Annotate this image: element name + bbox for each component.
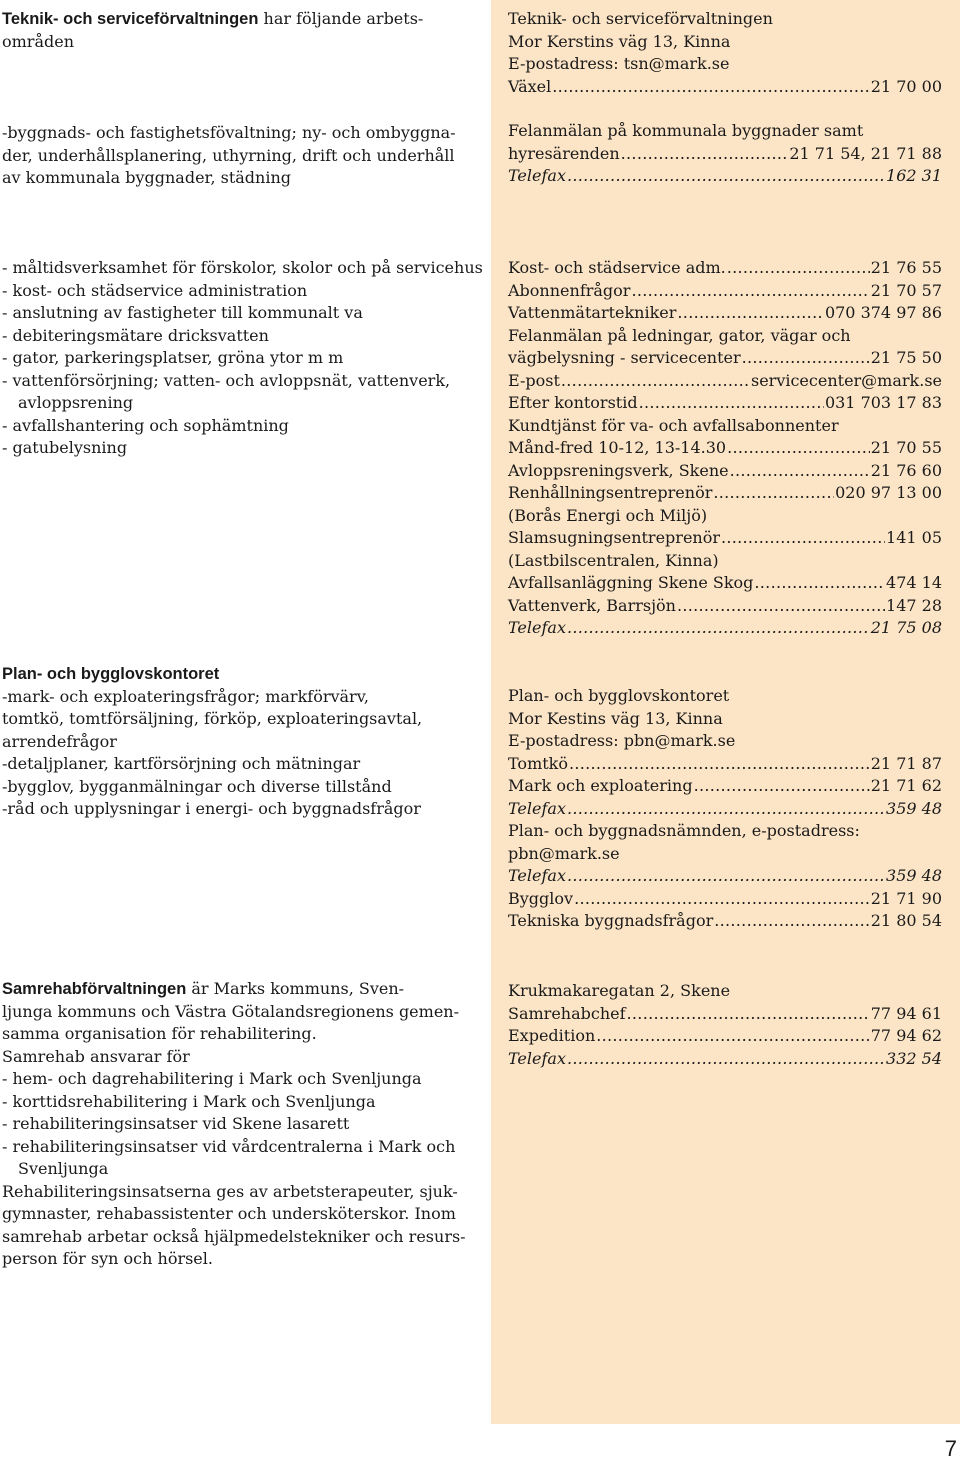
samrehab-line: - rehabiliteringsinsatser vid vårdcentralerna i Mark och: [2, 1136, 456, 1156]
teknik-area-line: -byggnads- och fastighetsfövaltning; ny- och ombyggna-: [2, 123, 456, 142]
samrehab-line: samma organisation för rehabilitering.: [2, 1024, 317, 1043]
service-item: - vattenförsörjning; vatten- och avloppsnät, vattenverk,: [2, 370, 451, 390]
teknik-heading: Teknik- och serviceförvaltningen: [2, 10, 259, 28]
service-contacts: [508, 257, 942, 640]
samrehab-heading: Samrehabförvaltningen: [2, 980, 187, 998]
row-value: 332 54: [886, 1048, 942, 1068]
plan-contact: [508, 685, 942, 933]
row-label: Telefax: [508, 798, 566, 818]
row-label: Telefax: [508, 1048, 566, 1068]
plan-item: arrendefrågor: [2, 731, 117, 751]
telefax-row: [508, 165, 942, 188]
teknik-contact: [508, 8, 942, 188]
row-label: Avloppsreningsverk, Skene: [508, 460, 729, 480]
row-label: Växel: [508, 76, 552, 96]
contact-line: Krukmakaregatan 2, Skene: [508, 981, 731, 1000]
plan-item: -mark- och exploateringsfrågor; markförvärv,: [2, 686, 369, 706]
contact-row: [508, 572, 942, 595]
service-item: - kost- och städservice administration: [2, 280, 308, 300]
samrehab-line: gymnaster, rehabassistenter och undersköterskor. Inom: [2, 1204, 456, 1223]
row-value: 21 71 90: [870, 888, 942, 908]
contact-row: [508, 257, 942, 280]
row-value: 474 14: [886, 573, 942, 592]
row-label: Tomtkö: [508, 753, 568, 773]
contact-line: Plan- och byggnadsnämnden, e-postadress:: [508, 821, 860, 840]
samrehab-section: [2, 978, 472, 1271]
page-number: 7: [944, 1436, 957, 1461]
service-item: - anslutning av fastigheter till kommunalt va: [2, 303, 363, 322]
samrehab-line: Rehabiliteringsinsatserna ges av arbetsterapeuter, sjuk-: [2, 1181, 458, 1201]
service-list: [2, 257, 483, 460]
service-item: - måltidsverksamhet för förskolor, skolor och på servicehus: [2, 258, 483, 277]
contact-row: [508, 302, 942, 325]
row-value: 21 75 50: [870, 348, 942, 367]
teknik-heading-line2: områden: [2, 31, 75, 51]
row-value: 77 94 61: [870, 1003, 942, 1023]
contact-row: [508, 392, 942, 415]
contact-line: pbn@mark.se: [508, 843, 620, 863]
row-label: Samrehabchef: [508, 1003, 626, 1023]
hyres-row: [508, 143, 942, 166]
contact-row: [508, 595, 942, 618]
contact-line: Mor Kerstins väg 13, Kinna: [508, 31, 731, 51]
telefax-row: [508, 1048, 942, 1071]
teknik-areas: [2, 122, 472, 190]
teknik-area-line: av kommunala byggnader, städning: [2, 168, 291, 187]
row-value: 147 28: [886, 595, 942, 615]
row-label: Telefax: [508, 866, 566, 885]
contact-line: Kundtjänst för va- och avfallsabonnenter: [508, 415, 839, 435]
service-item: - debiteringsmätare dricksvatten: [2, 325, 269, 345]
samrehab-line: - hem- och dagrehabilitering i Mark och Svenljunga: [2, 1069, 422, 1088]
expedition-row: [508, 1025, 942, 1048]
vaxel-row: [508, 76, 942, 99]
row-value: 21 71 87: [870, 753, 942, 773]
row-label: Tekniska byggnadsfrågor: [508, 911, 714, 930]
row-label: Avfallsanläggning Skene Skog: [508, 573, 754, 592]
contact-line: E-postadress: pbn@mark.se: [508, 731, 736, 750]
contact-row: [508, 370, 942, 393]
contact-row: [508, 437, 942, 460]
tomtko-row: [508, 753, 942, 776]
row-value: servicecenter@mark.se: [750, 370, 942, 390]
row-label: Renhållningsentreprenör: [508, 483, 713, 502]
contact-row: [508, 460, 942, 483]
row-value: 21 71 62: [870, 776, 942, 795]
row-value: 21 71 54, 21 71 88: [789, 143, 942, 163]
samrehab-heading-rest: är Marks kommuns, Sven-: [186, 979, 405, 998]
samrehab-line: - korttidsrehabilitering i Mark och Svenljunga: [2, 1091, 376, 1111]
row-label: Efter kontorstid: [508, 393, 638, 412]
row-value: 359 48: [886, 866, 942, 885]
contact-line: Plan- och bygglovskontoret: [508, 686, 730, 705]
samrehab-contact: [508, 980, 942, 1070]
teknik-area-line: der, underhållsplanering, uthyrning, drift och underhåll: [2, 145, 455, 165]
bygglov-row: [508, 888, 942, 911]
row-value: 359 48: [886, 798, 942, 818]
samrehab-line: - rehabiliteringsinsatser vid Skene lasarett: [2, 1114, 350, 1133]
contact-row: [508, 527, 942, 550]
samrehab-line: ljunga kommuns och Västra Götalandsregionens gemen-: [2, 1001, 459, 1021]
contact-line: Felanmälan på kommunala byggnader samt: [508, 121, 864, 140]
contact-line: (Lastbilscentralen, Kinna): [508, 550, 719, 570]
row-label: Mark och exploatering: [508, 776, 693, 795]
teknik-heading-rest: har följande arbets-: [258, 9, 424, 28]
service-item: - avfallshantering och sophämtning: [2, 415, 289, 435]
samrehab-line: Samrehab ansvarar för: [2, 1046, 190, 1066]
row-label: Abonnenfrågor: [508, 280, 631, 300]
row-label: Expedition: [508, 1026, 596, 1045]
row-label: Vattenmätartekniker: [508, 303, 677, 322]
contact-row: [508, 280, 942, 303]
row-value: 020 97 13 00: [835, 483, 942, 502]
telefax-row: [508, 798, 942, 821]
row-value: 21 70 00: [870, 76, 942, 96]
row-label: Månd-fred 10-12, 13-14.30: [508, 438, 727, 457]
row-value: 21 70 57: [870, 280, 942, 300]
service-item: avloppsrening: [18, 393, 134, 412]
plan-item: -detaljplaner, kartförsörjning och mätningar: [2, 754, 361, 773]
plan-item: tomtkö, tomtförsäljning, förköp, exploateringsavtal,: [2, 709, 423, 728]
row-label: Telefax: [508, 166, 566, 185]
row-value: 21 80 54: [870, 911, 942, 930]
row-value: 21 70 55: [870, 438, 942, 457]
plan-item: -råd och upplysningar i energi- och byggnadsfrågor: [2, 799, 421, 818]
contact-line: E-postadress: tsn@mark.se: [508, 54, 730, 73]
telefax-row: [508, 865, 942, 888]
plan-item: -bygglov, bygganmälningar och diverse tillstånd: [2, 776, 392, 796]
row-label: Telefax: [508, 618, 566, 637]
contact-line: (Borås Energi och Miljö): [508, 505, 708, 525]
teknik-intro: [2, 8, 472, 53]
row-value: 141 05: [886, 528, 942, 547]
contact-row: [508, 617, 942, 640]
contact-row: [508, 482, 942, 505]
row-label: E-post: [508, 370, 560, 390]
row-label: vägbelysning - servicecenter: [508, 348, 741, 367]
row-label: Bygglov: [508, 888, 574, 908]
plan-heading: Plan- och bygglovskontoret: [2, 665, 220, 683]
samrehab-line: samrehab arbetar också hjälpmedelstekniker och resurs-: [2, 1226, 466, 1246]
row-label: hyresärenden: [508, 143, 620, 163]
row-value: 21 76 60: [870, 460, 942, 480]
contact-line: Teknik- och serviceförvaltningen: [508, 9, 773, 28]
chef-row: [508, 1003, 942, 1026]
contact-row: [508, 347, 942, 370]
contact-line: Felanmälan på ledningar, gator, vägar och: [508, 325, 851, 345]
row-value: 070 374 97 86: [824, 303, 942, 322]
service-item: - gator, parkeringsplatser, gröna ytor m m: [2, 348, 344, 367]
contact-line: Mor Kestins väg 13, Kinna: [508, 708, 723, 728]
row-label: Slamsugningsentreprenör: [508, 528, 720, 547]
row-label: Vattenverk, Barrsjön: [508, 595, 676, 615]
row-label: Kost- och städservice adm.: [508, 258, 726, 277]
tekniska-row: [508, 910, 942, 933]
mark-row: [508, 775, 942, 798]
plan-section: [2, 663, 472, 821]
row-value: 031 703 17 83: [824, 393, 942, 412]
row-value: 21 75 08: [870, 618, 942, 637]
samrehab-line: person för syn och hörsel.: [2, 1249, 213, 1268]
row-value: 77 94 62: [870, 1026, 942, 1045]
row-value: 162 31: [886, 166, 942, 185]
samrehab-line: Svenljunga: [18, 1159, 109, 1178]
service-item: - gatubelysning: [2, 438, 128, 457]
row-value: 21 76 55: [870, 258, 942, 277]
